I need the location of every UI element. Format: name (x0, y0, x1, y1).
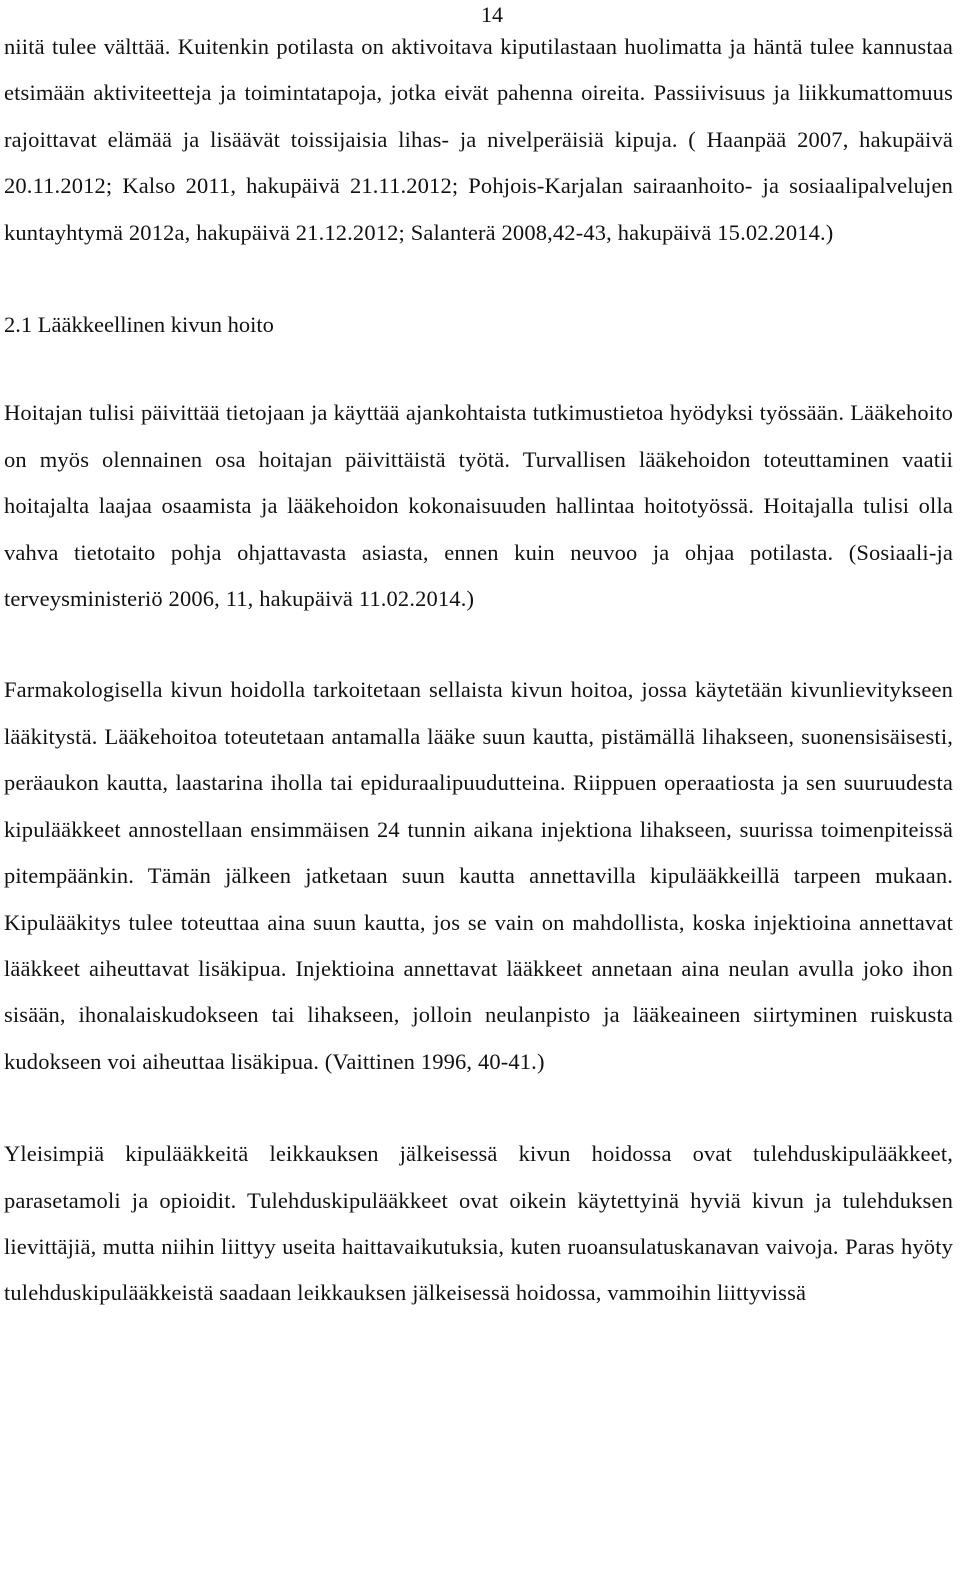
paragraph-spacer (4, 256, 953, 302)
paragraph-nurse-knowledge: Hoitajan tulisi päivittää tietojaan ja käyttää ajankohtaista tutkimustietoa hyödyksi työssään. Lääkehoito on myös olennainen osa hoitajan päivittäistä työtä. Turvallisen lääkehoidon toteuttaminen vaatii hoitajalta laajaa osaamista ja lääkehoidon kokonaisuuden hallintaa hoitotyössä. Hoitajalla tulisi olla vahva tietotaito pohja ohjattavasta asiasta, ennen kuin neuvoo ja ohjaa potilasta. (Sosiaali-ja terveysministeriö 2006, 11, hakupäivä 11.02.2014.) (4, 400, 953, 612)
paragraph-spacer (4, 622, 953, 667)
document-body (4, 24, 953, 1317)
paragraph-pharmacological-pain: Farmakologisella kivun hoidolla tarkoitetaan sellaista kivun hoitoa, jossa käytetään kivunlievitykseen lääkitystä. Lääkehoitoa toteutetaan antamalla lääke suun kautta, pistämällä lihakseen, suonensisäisesti, peräaukon kautta, laastarina iholla tai epiduraalipuudutteina. Riippuen operaatiosta ja sen suuruudesta kipulääkkeet annostellaan ensimmäisen 24 tunnin aikana injektiona lihakseen, suurissa toimenpiteissä pitempäänkin. Tämän jälkeen jatketaan suun kautta annettavilla kipulääkkeillä tarpeen mukaan. Kipulääkitys tulee toteuttaa aina suun kautta, jos se vain on mahdollista, koska injektioina annettavat lääkkeet aiheuttavat lisäkipua. Injektioina annettavat lääkkeet annetaan aina neulan avulla joko ihon sisään, ihonalaiskudokseen tai lihakseen, jolloin neulanpisto ja lääkeaineen siirtyminen ruiskusta kudokseen voi aiheuttaa lisäkipua. (Vaittinen 1996, 40-41.) (4, 677, 953, 1074)
paragraph-common-painkillers: Yleisimpiä kipulääkkeitä leikkauksen jälkeisessä kivun hoidossa ovat tulehduskipulääkkeet, parasetamoli ja opioidit. Tulehduskipulääkkeet ovat oikein käytettyinä hyviä kivun ja tulehduksen lievittäjiä, mutta niihin liittyy useita haittavaikutuksia, kuten ruoansulatuskanavan vaivoja. Paras hyöty tulehduskipulääkkeistä saadaan leikkauksen jälkeisessä hoidossa, vammoihin liittyvissä (4, 1141, 953, 1306)
page-number: 14 (481, 2, 503, 27)
paragraph-spacer (4, 348, 953, 390)
section-heading: 2.1 Lääkkeellinen kivun hoito (4, 312, 274, 338)
paragraph-activation: niitä tulee välttää. Kuitenkin potilasta on aktivoitava kiputilastaan huolimatta ja häntä tulee kannustaa etsimään aktiviteetteja ja toimintatapoja, jotka eivät pahenna oireita. Passiivisuus ja liikkumattomuus rajoittavat elämää ja lisäävät toissijaisia lihas- ja nivelperäisiä kipuja. ( Haanpää 2007, hakupäivä 20.11.2012; Kalso 2011, hakupäivä 21.11.2012; Pohjois-Karjalan sairaanhoito- ja sosiaalipalvelujen kuntayhtymä 2012a, hakupäivä 21.12.2012; Salanterä 2008,42-43, hakupäivä 15.02.2014.) (4, 34, 953, 245)
paragraph-spacer (4, 1085, 953, 1131)
